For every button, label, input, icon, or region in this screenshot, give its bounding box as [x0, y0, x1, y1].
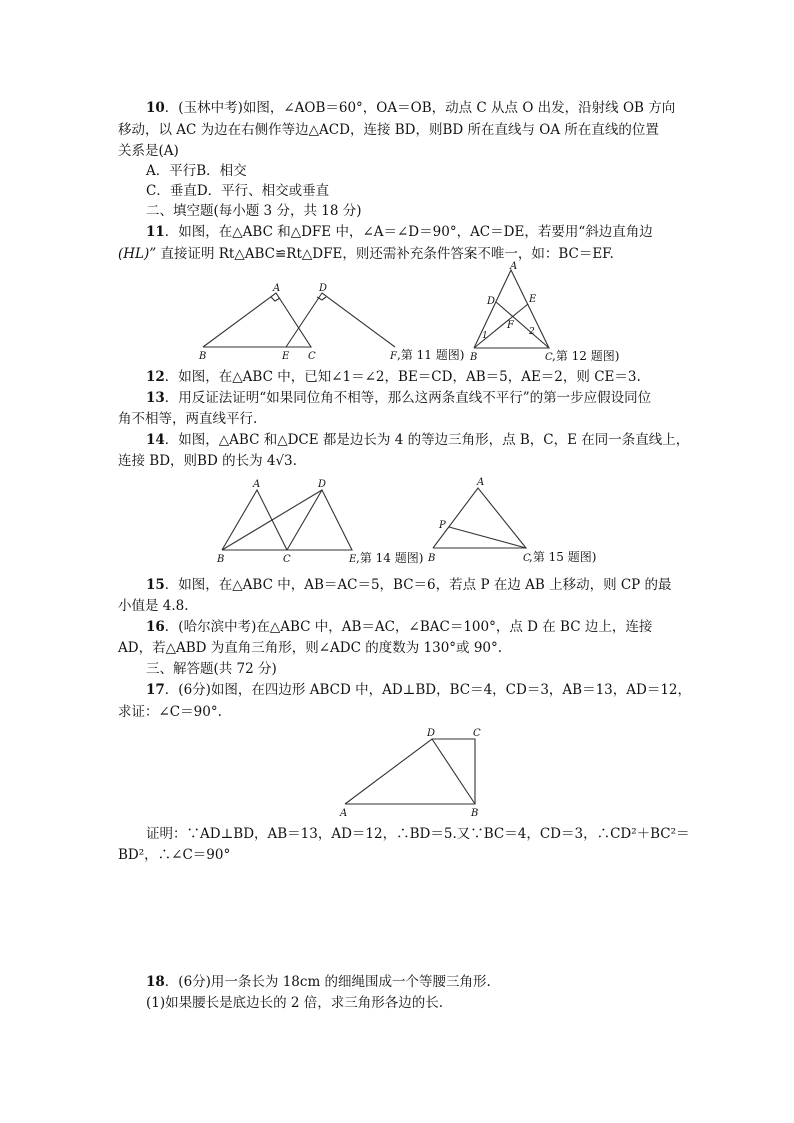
q10-options-ab	[146, 163, 247, 179]
label-e: E	[282, 351, 290, 362]
label-p: P	[439, 520, 446, 531]
segment-be	[474, 304, 528, 348]
q10-line1: 10．(玉林中考)如图，∠AOB＝60°，OA＝OB，动点 C 从点 O 出发，沿射线 OB 方向	[146, 100, 676, 116]
label-c: C	[473, 728, 481, 739]
q18-number: 18	[146, 974, 165, 990]
q13-line1: 13．用反证法证明“如果同位角不相等，那么这两条直线不平行”的第一步应假设同位	[146, 390, 652, 406]
triangle-abc	[203, 293, 311, 347]
label-d: D	[318, 479, 327, 490]
label-b: B	[428, 553, 436, 564]
label-angle-2: 2	[529, 327, 535, 337]
label-c: C	[308, 351, 316, 362]
q13-number: 13	[146, 390, 165, 406]
q16-number: 16	[146, 619, 165, 635]
q10-line2: 移动，以 AC 为边在右侧作等边△ACD，连接 BD，则BD 所在直线与 OA 所在直线的位置	[118, 122, 659, 138]
label-b: B	[217, 554, 225, 565]
diagonal-bd	[432, 739, 475, 804]
q14-line1: 14．如图，△ABC 和△DCE 都是边长为 4 的等边三角形，点 B，C，E 在同一条直线上，	[146, 432, 690, 448]
figure-17	[336, 724, 496, 820]
label-angle-1: 1	[482, 331, 488, 341]
q16-line2: AD，若△ABD 为直角三角形，则∠ADC 的度数为 130°或 90°.	[118, 640, 503, 656]
label-e: E	[349, 554, 357, 565]
triangle-abc	[433, 488, 526, 548]
q10-line3: 关系是(A)	[118, 143, 179, 159]
q10-number: 10	[146, 100, 165, 116]
q14-number: 14	[146, 432, 165, 448]
figure-14-caption: ,第 14 题图)	[356, 551, 424, 565]
figure-11-caption: ,第 11 题图)	[397, 348, 465, 362]
q10-option-a: A．平行	[146, 163, 197, 179]
label-b: B	[471, 808, 479, 819]
label-a: A	[477, 477, 485, 488]
q18-line2: (1)如果腰长是底边长的 2 倍，求三角形各边的长.	[146, 995, 444, 1011]
triangle-abc	[222, 490, 287, 550]
segment-pc	[449, 527, 526, 548]
label-f: F	[390, 351, 397, 362]
figure-12	[465, 262, 625, 364]
figure-12-caption: ,第 12 题图)	[552, 349, 620, 363]
q10-option-b: B．相交	[196, 163, 247, 179]
label-d: D	[427, 728, 436, 739]
section2-heading: 二、填空题(每小题 3 分，共 18 分)	[146, 203, 362, 219]
q18-line1: 18．(6分)用一条长为 18cm 的细绳围成一个等腰三角形.	[146, 974, 491, 990]
q14-line2: 连接 BD，则BD 的长为 4√3.	[118, 453, 297, 469]
figure-11	[196, 283, 465, 363]
figure-15	[425, 476, 610, 568]
q12-line1: 12．如图，在△ABC 中，已知∠1＝∠2，BE＝CD，AB＝5，AE＝2，则 CE＝3.	[146, 369, 641, 385]
label-a: A	[253, 479, 261, 490]
q15-line1: 15．如图，在△ABC 中，AB＝AC＝5，BC＝6，若点 P 在边 AB 上移动，则 CP 的最	[146, 577, 672, 593]
q17-line1: 17．(6分)如图，在四边形 ABCD 中，AD⊥BD，BC＝4，CD＝3，AB＝13，AD＝12，	[146, 682, 692, 698]
q13-line2: 角不相等，两直线平行.	[118, 411, 258, 427]
quadrilateral-abcd	[345, 739, 475, 804]
proof-line2: BD²，∴∠C＝90°	[118, 847, 231, 863]
q17-number: 17	[146, 682, 165, 698]
label-c: C	[545, 352, 553, 363]
label-d: D	[319, 283, 328, 294]
triangle-dce	[287, 490, 352, 550]
q15-number: 15	[146, 577, 165, 593]
label-a: A	[273, 283, 281, 294]
label-a: A	[510, 261, 518, 272]
figure-14	[213, 476, 435, 568]
q12-number: 12	[146, 369, 165, 385]
segment-bd	[222, 490, 322, 550]
figure-15-caption: ,第 15 题图)	[529, 550, 597, 564]
proof-line1: 证明：∵AD⊥BD，AB＝13，AD＝12，∴BD＝5.又∵BC＝4，CD＝3，∴CD²＋BC²＝	[146, 826, 690, 842]
label-c: C	[283, 554, 291, 565]
label-d: D	[487, 296, 496, 307]
q11-number: 11	[146, 224, 165, 240]
label-b: B	[199, 351, 207, 362]
q15-line2: 小值是 4.8.	[118, 598, 189, 614]
section3-heading: 三、解答题(共 72 分)	[146, 661, 277, 677]
q10-options-cd	[146, 183, 329, 199]
q16-line1: 16．(哈尔滨中考)在△ABC 中，AB＝AC，∠BAC＝100°，点 D 在 BC 边上，连接	[146, 619, 653, 635]
label-c: C	[523, 553, 531, 564]
label-b: B	[470, 352, 478, 363]
q17-line2: 求证：∠C＝90°.	[118, 704, 222, 720]
label-f: F	[507, 320, 514, 331]
label-a: A	[340, 808, 348, 819]
q10-option-c: C．垂直	[146, 183, 197, 199]
q11-line1: 11．如图，在△ABC 和△DFE 中，∠A＝∠D＝90°，AC＝DE，若要用“斜边直角边	[146, 224, 653, 240]
q11-line2: (HL)” 直接证明 Rt△ABC≌Rt△DFE，则还需补充条件答案不唯一，如：BC＝EF.	[118, 246, 614, 262]
q10-option-d: D．平行、相交或垂直	[196, 183, 330, 199]
label-e: E	[529, 294, 537, 305]
triangle-dfe	[286, 293, 395, 347]
